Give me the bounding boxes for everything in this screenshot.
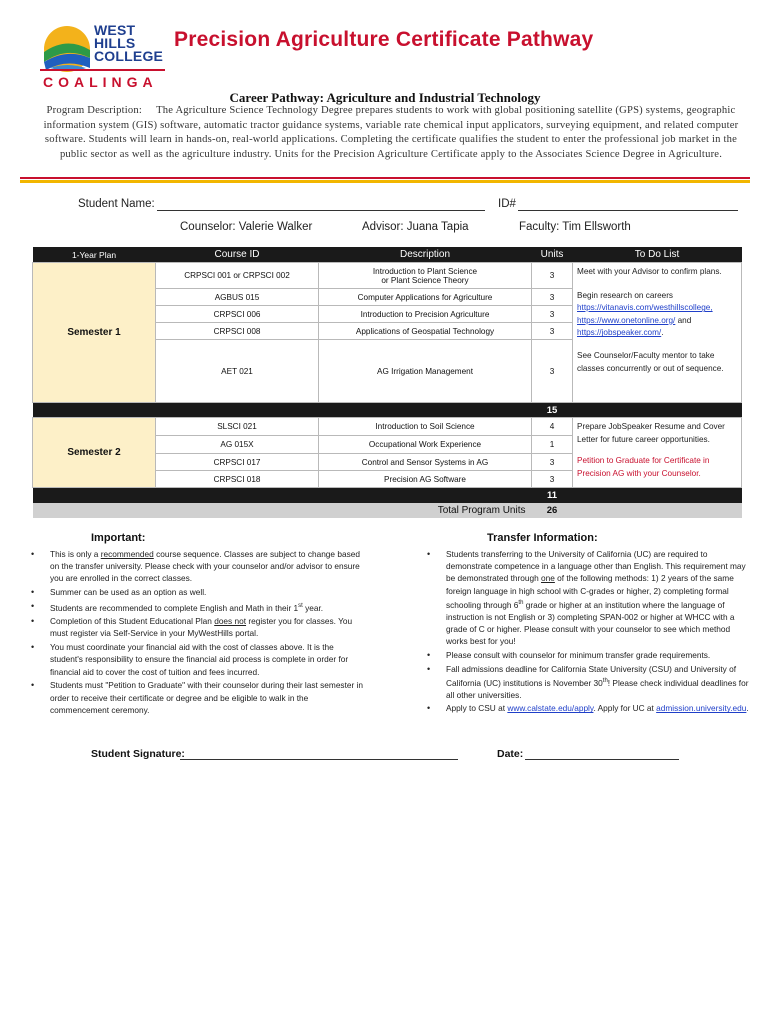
total-program-units-label: Total Program Units	[319, 503, 532, 518]
note-text: Students transferring to the University of California (UC) are required to demonstrate competence in a language other than English. This requirement may be demonstrated through	[446, 549, 746, 584]
counselor: Counselor: Valerie Walker	[180, 221, 313, 233]
signature-field[interactable]	[180, 759, 458, 760]
course-description: Applications of Geospatial Technology	[319, 323, 532, 340]
course-id: AET 021	[156, 340, 319, 403]
table-row	[33, 418, 742, 436]
list-item	[50, 548, 368, 585]
important-list	[50, 548, 368, 716]
semester-2-total: 11	[532, 488, 573, 503]
course-description: Introduction to Precision Agriculture	[319, 306, 532, 323]
todo-item: See Counselor/Faculty mentor to take classes concurrently or out of sequence.	[577, 350, 724, 373]
note-sup: th	[602, 677, 608, 684]
faculty: Faculty: Tim Ellsworth	[519, 221, 631, 233]
date-label: Date:	[497, 748, 524, 760]
description-line-2: or Plant Science Theory	[381, 275, 469, 285]
todo-item-petition: Petition to Graduate for Certificate in Precision AG with your Counselor.	[577, 456, 710, 478]
important-notes	[50, 548, 368, 717]
course-id: CRPSCI 017	[156, 454, 319, 471]
note-text: course sequence. Classes are subject to change based on the transfer university. Please check with your counselor and/or advisor to ensure you are enrolled in the correct classes.	[50, 549, 360, 584]
note-text: grade or higher at an institution where the language of instruction is not English or 3) completing SPAN-002 or higher at WHCC with a grade of C or higher. Please consult with your counselor to see which method works best for you!	[446, 599, 735, 647]
todo-item: Meet with your Advisor to confirm plans.	[577, 267, 722, 276]
signature-label: Student Signature:	[91, 748, 185, 760]
course-description: Control and Sensor Systems in AG	[319, 454, 532, 471]
header-todo: To Do List	[573, 247, 742, 263]
course-units: 3	[532, 323, 573, 340]
course-units: 4	[532, 418, 573, 436]
divider-red	[20, 177, 750, 179]
semester-2-total-row	[33, 488, 742, 503]
total-program-units: 26	[532, 503, 573, 518]
program-description	[32, 104, 750, 162]
student-id-field[interactable]	[518, 210, 738, 211]
header-course-id: Course ID	[156, 247, 319, 263]
total-program-units-row	[33, 503, 742, 518]
link-onetonline[interactable]: https://www.onetonline.org/	[577, 315, 676, 325]
transfer-notes	[446, 548, 752, 716]
note-underline: recommended	[100, 549, 154, 559]
logo-coalinga: COALINGA	[43, 74, 158, 90]
course-id: AG 015X	[156, 436, 319, 454]
list-item	[446, 702, 752, 714]
course-description: Introduction to Soil Science	[319, 418, 532, 436]
list-item	[50, 600, 368, 614]
table-row	[33, 263, 742, 289]
list-item	[446, 548, 752, 647]
list-item	[446, 663, 752, 701]
page-title: Precision Agriculture Certificate Pathway	[174, 28, 594, 51]
todo-dot: .	[661, 328, 664, 338]
course-description: Precision AG Software	[319, 471, 532, 488]
list-item: • Please consult with counselor for minimum transfer grade requirements.	[446, 649, 752, 661]
todo-item: Prepare JobSpeaker Resume and Cover Letter for future career opportunities.	[577, 422, 725, 444]
student-name-label: Student Name:	[78, 198, 155, 210]
course-units: 1	[532, 436, 573, 454]
link-vitanavis[interactable]: https://vitanavis.com/westhillscollege,	[577, 303, 713, 313]
header-description: Description	[319, 247, 532, 263]
semester-1-total-row	[33, 403, 742, 418]
logo-west: WEST	[94, 22, 136, 38]
description-line-1: Introduction to Plant Science	[372, 266, 478, 276]
todo-careers-text: Begin research on careers	[577, 290, 674, 300]
student-id-label: ID#	[498, 198, 516, 210]
todo-and: and	[675, 315, 692, 325]
course-units: 3	[532, 263, 573, 289]
table-header-row	[33, 247, 742, 263]
list-item: • Summer can be used as an option as well.	[50, 586, 368, 598]
course-id: CRPSCI 001 or CRPSCI 002	[156, 263, 319, 289]
transfer-list	[446, 548, 752, 715]
note-underline: one	[541, 573, 555, 584]
course-units: 3	[532, 306, 573, 323]
note-underline: does not	[214, 616, 247, 627]
note-text: .	[746, 703, 749, 714]
note-text: register you for classes. You must register via Self-Service in your MyWestHills portal.	[50, 616, 353, 639]
college-logo	[40, 22, 165, 98]
student-name-field[interactable]	[157, 210, 485, 211]
date-field[interactable]	[525, 759, 679, 760]
note-text: year.	[302, 602, 324, 613]
advisor: Advisor: Juana Tapia	[362, 221, 469, 233]
header-units: Units	[532, 247, 573, 263]
course-description	[319, 263, 532, 289]
divider-gold	[20, 180, 750, 183]
course-id: CRPSCI 006	[156, 306, 319, 323]
list-item: • Students must "Petition to Graduate" with their counselor during their last semester in order to receive their certificate or degree and be eligible to walk in the commencement ceremony.	[50, 679, 368, 716]
note-text: This is only a	[50, 549, 101, 559]
link-calstate[interactable]: www.calstate.edu/apply	[507, 703, 594, 714]
note-text: Apply to CSU at	[446, 703, 508, 714]
semester-1-label: Semester 1	[33, 263, 156, 403]
list-item: • You must coordinate your financial aid with the cost of classes above. It is the student's responsibility to ensure the financial aid process is complete in order for financial aid to cover the cost of tuition and fees incurred.	[50, 641, 368, 678]
logo-hills: HILLS	[94, 35, 136, 51]
course-units: 3	[532, 454, 573, 471]
course-id: SLSCI 021	[156, 418, 319, 436]
program-description-text: The Agriculture Science Technology Degree prepares students to work with global positioning satellite (GPS) systems, geographic information system (GIS) software, automatic tractor guidance systems, variable rate chemical input applicators, surveying equipment, and related computer software. Students will learn in hands-on, real-world applications. Completing the certificate qualifies the student to enter the professional job market in the public sector as well as the agriculture industry. Units for the Precision Agriculture Certificate apply to the Associates Science Degree in Agriculture.	[43, 105, 739, 160]
program-description-label: Program Description:	[46, 105, 143, 116]
todo-item	[577, 290, 737, 340]
note-text: Students are recommended to complete English and Math in their 1	[50, 602, 299, 613]
important-heading: Important:	[91, 532, 146, 544]
course-description: AG Irrigation Management	[319, 340, 532, 403]
link-uc-admission[interactable]: admission.university.edu	[656, 703, 747, 714]
course-description: Computer Applications for Agriculture	[319, 289, 532, 306]
course-units: 3	[532, 340, 573, 403]
list-item	[50, 615, 368, 639]
course-plan-table	[32, 247, 742, 518]
course-id: CRPSCI 008	[156, 323, 319, 340]
course-description: Occupational Work Experience	[319, 436, 532, 454]
note-text: of the following methods: 1) 2 years of the same foreign language in high school with C-grades or higher, 2) completing formal schooling through 6	[446, 573, 734, 610]
course-units: 3	[532, 289, 573, 306]
note-text: . Apply for UC at	[593, 703, 657, 714]
todo-semester-2	[573, 418, 742, 488]
logo-emblem-icon	[42, 24, 92, 74]
note-text: Fall admissions deadline for California State University (CSU) and University of California (UC) institutions is November 30	[446, 663, 737, 688]
course-id: AGBUS 015	[156, 289, 319, 306]
transfer-heading: Transfer Information:	[487, 532, 598, 544]
note-sup: th	[518, 599, 524, 606]
logo-divider	[40, 69, 165, 71]
link-jobspeaker[interactable]: https://jobspeaker.com/	[577, 328, 662, 338]
career-pathway-heading: Career Pathway: Agriculture and Industrial Technology	[229, 90, 541, 105]
header-plan: 1-Year Plan	[33, 247, 156, 263]
note-text: ! Please check individual deadlines for all other universities.	[446, 677, 749, 700]
note-sup: st	[298, 602, 303, 609]
note-text: Completion of this Student Educational Plan	[50, 616, 215, 627]
semester-1-total: 15	[532, 403, 573, 418]
todo-semester-1	[573, 263, 742, 403]
logo-college: COLLEGE	[94, 48, 164, 64]
course-units: 3	[532, 471, 573, 488]
course-id: CRPSCI 018	[156, 471, 319, 488]
semester-2-label: Semester 2	[33, 418, 156, 488]
